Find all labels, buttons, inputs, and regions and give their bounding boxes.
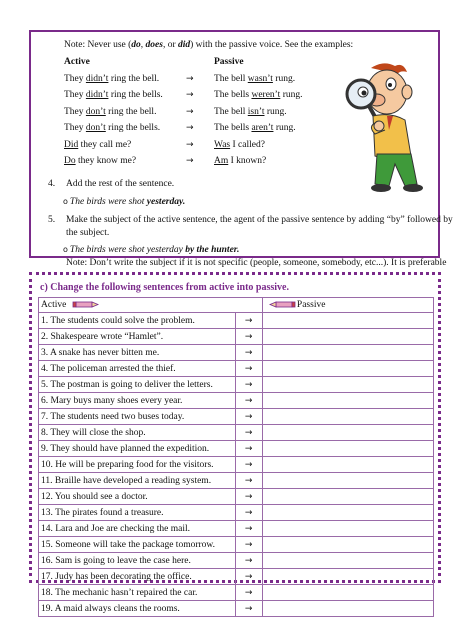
- active-sentence: 2. Shakespeare wrote “Hamlet”.: [39, 329, 236, 345]
- arrow-icon: →: [186, 123, 194, 133]
- rule-5: 5. Make the subject of the active sentence, the agent of the passive sentence by adding “by” followed by: [48, 215, 453, 225]
- exercise-row: [39, 345, 434, 361]
- passive-answer-field[interactable]: [262, 329, 433, 345]
- exercise-header-row: [39, 298, 434, 313]
- exercise-row: [39, 313, 434, 329]
- exercise-row: [39, 505, 434, 521]
- arrow-icon: →: [235, 425, 262, 441]
- active-sentence: 12. You should see a doctor.: [39, 489, 236, 505]
- example-passive: The bell wasn’t rung.: [214, 73, 296, 84]
- rule-4: 4. Add the rest of the sentence.: [48, 179, 175, 189]
- passive-answer-field[interactable]: [262, 377, 433, 393]
- passive-answer-field[interactable]: [262, 553, 433, 569]
- exercise-row: [39, 457, 434, 473]
- passive-answer-field[interactable]: [262, 521, 433, 537]
- arrow-icon: →: [235, 409, 262, 425]
- passive-answer-field[interactable]: [262, 537, 433, 553]
- arrow-icon: →: [235, 537, 262, 553]
- exercise-row: [39, 601, 434, 617]
- exercise-row: [39, 521, 434, 537]
- passive-note: Note: Never use (do, does, or did) with the passive voice. See the examples:: [64, 40, 354, 50]
- active-sentence: 7. The students need two buses today.: [39, 409, 236, 425]
- example-passive: The bells aren’t rung.: [214, 123, 296, 133]
- example-passive: Am I known?: [214, 156, 267, 166]
- exercise-title: c) Change the following sentences from active into passive.: [40, 282, 289, 293]
- passive-answer-field[interactable]: [262, 425, 433, 441]
- exercise-row: [39, 409, 434, 425]
- cut-off-note: Note: Don’t write the subject if it is not specific (people, someone, somebody, etc...). It is preferable: [66, 258, 447, 268]
- arrow-icon: →: [235, 457, 262, 473]
- example-active: Did they call me?: [64, 139, 132, 150]
- passive-answer-field[interactable]: [262, 393, 433, 409]
- exercise-row: [39, 569, 434, 585]
- active-sentence: 1. The students could solve the problem.: [39, 313, 236, 329]
- active-sentence: 14. Lara and Joe are checking the mail.: [39, 521, 236, 537]
- arrow-icon: →: [235, 345, 262, 361]
- active-sentence: 18. The mechanic hasn’t repaired the car.: [39, 585, 236, 601]
- example-active: They didn’t ring the bells.: [64, 90, 163, 100]
- passive-answer-field[interactable]: [262, 313, 433, 329]
- passive-answer-field[interactable]: [262, 601, 433, 617]
- arrow-icon: →: [186, 106, 194, 117]
- active-sentence: 8. They will close the shop.: [39, 425, 236, 441]
- exercise-row: [39, 537, 434, 553]
- arrow-icon: →: [235, 553, 262, 569]
- exercise-row: [39, 489, 434, 505]
- exercise-row: [39, 329, 434, 345]
- arrow-icon: →: [235, 473, 262, 489]
- active-sentence: 17. Judy has been decorating the office.: [39, 569, 236, 585]
- passive-answer-field[interactable]: [262, 585, 433, 601]
- active-sentence: 15. Someone will take the package tomorrow.: [39, 537, 236, 553]
- exercise-row: [39, 473, 434, 489]
- arrow-icon: →: [235, 441, 262, 457]
- active-column-header: Active: [39, 298, 263, 313]
- arrow-icon: →: [186, 139, 194, 150]
- active-sentence: 6. Mary buys many shoes every year.: [39, 393, 236, 409]
- active-sentence: 5. The postman is going to deliver the letters.: [39, 377, 236, 393]
- passive-answer-field[interactable]: [262, 569, 433, 585]
- arrow-icon: →: [186, 73, 194, 84]
- rule-4-example: o The birds were shot yesterday.: [63, 197, 186, 207]
- exercise-row: [39, 361, 434, 377]
- example-active: They don’t ring the bells.: [64, 123, 161, 133]
- passive-answer-field[interactable]: [262, 473, 433, 489]
- arrow-icon: →: [235, 377, 262, 393]
- arrow-icon: →: [235, 505, 262, 521]
- active-header: Active: [64, 57, 90, 67]
- detective-cartoon: [331, 60, 431, 195]
- passive-answer-field[interactable]: [262, 409, 433, 425]
- exercise-row: [39, 393, 434, 409]
- exercise-row: [39, 441, 434, 457]
- exercise-row: [39, 377, 434, 393]
- passive-answer-field[interactable]: [262, 361, 433, 377]
- pencil-icon: [269, 300, 295, 309]
- example-active: They don’t ring the bell.: [64, 106, 157, 117]
- passive-header: Passive: [214, 57, 244, 67]
- active-sentence: 4. The policeman arrested the thief.: [39, 361, 236, 377]
- arrow-icon: →: [235, 521, 262, 537]
- active-sentence: 19. A maid always cleans the rooms.: [39, 601, 236, 617]
- active-sentence: 10. He will be preparing food for the visitors.: [39, 457, 236, 473]
- example-passive: Was I called?: [214, 139, 265, 150]
- exercise-row: [39, 585, 434, 601]
- example-passive: The bell isn’t rung.: [214, 106, 287, 117]
- rule-5-continued: the subject.: [66, 228, 110, 238]
- passive-answer-field[interactable]: [262, 489, 433, 505]
- arrow-icon: →: [235, 361, 262, 377]
- passive-column-header: Passive: [262, 298, 433, 313]
- rule-5-example: o The birds were shot yesterday by the hunter.: [63, 245, 240, 255]
- arrow-icon: →: [186, 90, 194, 100]
- arrow-icon: →: [186, 156, 194, 166]
- arrow-icon: →: [235, 393, 262, 409]
- arrow-icon: →: [235, 489, 262, 505]
- pencil-icon: [73, 300, 99, 309]
- active-sentence: 13. The pirates found a treasure.: [39, 505, 236, 521]
- arrow-icon: →: [235, 585, 262, 601]
- example-passive: The bells weren’t rung.: [214, 90, 303, 100]
- arrow-icon: →: [235, 329, 262, 345]
- active-sentence: 11. Braille have developed a reading system.: [39, 473, 236, 489]
- exercise-row: [39, 553, 434, 569]
- active-sentence: 3. A snake has never bitten me.: [39, 345, 236, 361]
- active-sentence: 9. They should have planned the expedition.: [39, 441, 236, 457]
- arrow-icon: →: [235, 569, 262, 585]
- arrow-icon: →: [235, 313, 262, 329]
- example-active: They didn’t ring the bell.: [64, 73, 160, 84]
- example-active: Do they know me?: [64, 156, 137, 166]
- exercise-table: [38, 297, 434, 617]
- arrow-icon: →: [235, 601, 262, 617]
- passive-answer-field[interactable]: [262, 441, 433, 457]
- grammar-notes-box: [29, 30, 453, 268]
- active-sentence: 16. Sam is going to leave the case here.: [39, 553, 236, 569]
- passive-answer-field[interactable]: [262, 457, 433, 473]
- passive-answer-field[interactable]: [262, 505, 433, 521]
- exercise-row: [39, 425, 434, 441]
- passive-answer-field[interactable]: [262, 345, 433, 361]
